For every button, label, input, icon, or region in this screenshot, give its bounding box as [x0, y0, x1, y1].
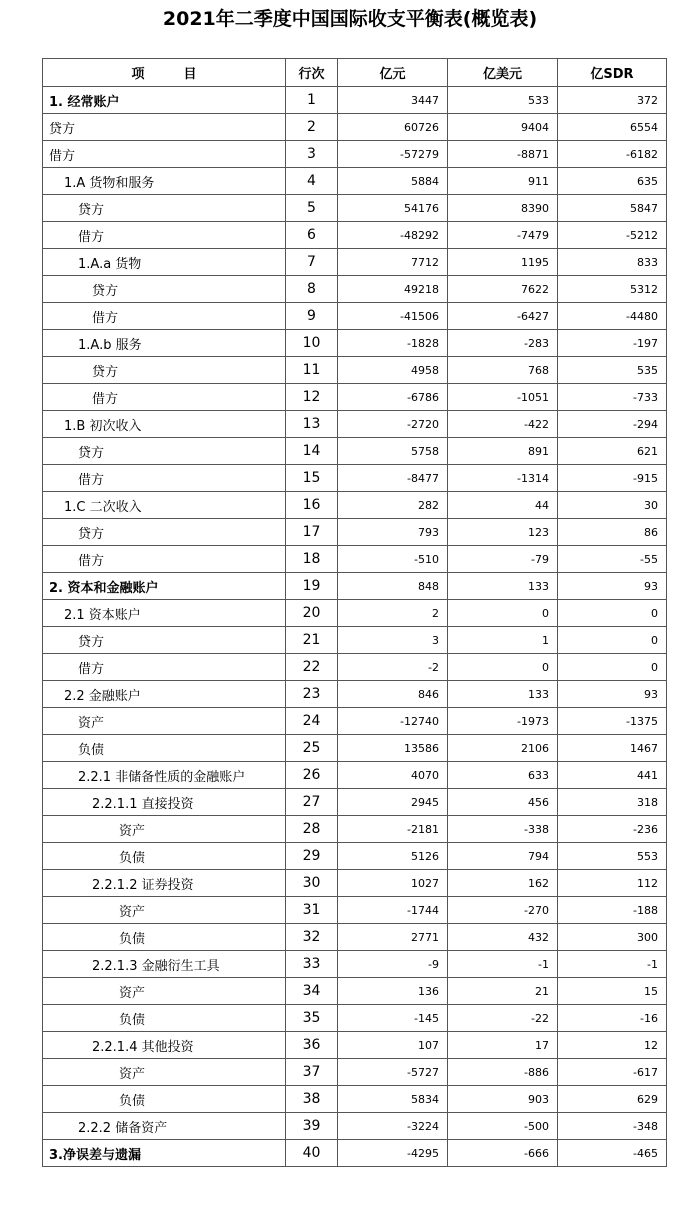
row-label: 2.2 金融账户 [43, 681, 286, 708]
row-label: 借方 [43, 384, 286, 411]
value-sdr: 30 [558, 492, 667, 519]
row-number: 22 [286, 654, 338, 681]
value-sdr: 535 [558, 357, 667, 384]
row-number: 13 [286, 411, 338, 438]
value-sdr: 318 [558, 789, 667, 816]
row-number: 23 [286, 681, 338, 708]
row-number: 34 [286, 978, 338, 1005]
row-label: 贷方 [43, 438, 286, 465]
table-row [43, 762, 667, 789]
value-usd: 533 [448, 87, 558, 114]
row-label: 贷方 [43, 627, 286, 654]
table-row [43, 816, 667, 843]
table-row [43, 168, 667, 195]
row-number: 21 [286, 627, 338, 654]
row-label: 2.2.1.3 金融衍生工具 [43, 951, 286, 978]
table-row [43, 546, 667, 573]
row-label: 借方 [43, 465, 286, 492]
value-sdr: -197 [558, 330, 667, 357]
table-row [43, 1113, 667, 1140]
row-number: 37 [286, 1059, 338, 1086]
value-usd: 17 [448, 1032, 558, 1059]
row-number: 40 [286, 1140, 338, 1167]
table-row [43, 600, 667, 627]
value-usd: -7479 [448, 222, 558, 249]
value-cny: -12740 [338, 708, 448, 735]
table-row [43, 735, 667, 762]
value-usd: -1973 [448, 708, 558, 735]
row-label: 1.A.b 服务 [43, 330, 286, 357]
value-cny: 846 [338, 681, 448, 708]
value-usd: -270 [448, 897, 558, 924]
value-sdr: 635 [558, 168, 667, 195]
value-usd: 2106 [448, 735, 558, 762]
row-number: 12 [286, 384, 338, 411]
value-usd: 162 [448, 870, 558, 897]
row-number: 32 [286, 924, 338, 951]
header-item: 项 目 [43, 59, 286, 87]
value-cny: -3224 [338, 1113, 448, 1140]
value-sdr: 86 [558, 519, 667, 546]
value-usd: -886 [448, 1059, 558, 1086]
value-sdr: -1 [558, 951, 667, 978]
value-cny: -57279 [338, 141, 448, 168]
table-row [43, 1005, 667, 1032]
table-row [43, 924, 667, 951]
table-row [43, 330, 667, 357]
value-cny: 2945 [338, 789, 448, 816]
value-sdr: 1467 [558, 735, 667, 762]
value-usd: 794 [448, 843, 558, 870]
value-usd: -8871 [448, 141, 558, 168]
row-number: 5 [286, 195, 338, 222]
value-cny: 793 [338, 519, 448, 546]
row-number: 4 [286, 168, 338, 195]
value-sdr: 300 [558, 924, 667, 951]
value-usd: 0 [448, 600, 558, 627]
row-number: 20 [286, 600, 338, 627]
value-sdr: -733 [558, 384, 667, 411]
value-cny: -510 [338, 546, 448, 573]
value-cny: -2 [338, 654, 448, 681]
value-cny: -145 [338, 1005, 448, 1032]
value-sdr: 6554 [558, 114, 667, 141]
value-sdr: 833 [558, 249, 667, 276]
value-sdr: 93 [558, 681, 667, 708]
value-cny: 7712 [338, 249, 448, 276]
row-number: 10 [286, 330, 338, 357]
row-label: 贷方 [43, 114, 286, 141]
value-sdr: 15 [558, 978, 667, 1005]
row-label: 1.A 货物和服务 [43, 168, 286, 195]
value-sdr: 553 [558, 843, 667, 870]
row-number: 8 [286, 276, 338, 303]
table-row [43, 951, 667, 978]
balance-of-payments-table [42, 58, 667, 1167]
row-label: 2.2.1.4 其他投资 [43, 1032, 286, 1059]
value-cny: 1027 [338, 870, 448, 897]
row-label: 贷方 [43, 276, 286, 303]
row-number: 39 [286, 1113, 338, 1140]
row-number: 7 [286, 249, 338, 276]
value-usd: -1051 [448, 384, 558, 411]
value-cny: 136 [338, 978, 448, 1005]
value-usd: -22 [448, 1005, 558, 1032]
value-sdr: -6182 [558, 141, 667, 168]
value-cny: -48292 [338, 222, 448, 249]
value-cny: -1744 [338, 897, 448, 924]
value-cny: 3447 [338, 87, 448, 114]
value-cny: 60726 [338, 114, 448, 141]
value-sdr: -294 [558, 411, 667, 438]
value-usd: 891 [448, 438, 558, 465]
value-usd: 133 [448, 573, 558, 600]
value-cny: 2 [338, 600, 448, 627]
value-cny: 4958 [338, 357, 448, 384]
row-number: 3 [286, 141, 338, 168]
value-sdr: 629 [558, 1086, 667, 1113]
value-sdr: -348 [558, 1113, 667, 1140]
row-label: 负债 [43, 924, 286, 951]
value-usd: 768 [448, 357, 558, 384]
row-number: 30 [286, 870, 338, 897]
value-usd: -283 [448, 330, 558, 357]
table-row [43, 384, 667, 411]
value-sdr: 0 [558, 600, 667, 627]
row-label: 1.C 二次收入 [43, 492, 286, 519]
table-row [43, 141, 667, 168]
value-sdr: -188 [558, 897, 667, 924]
row-number: 9 [286, 303, 338, 330]
value-sdr: -617 [558, 1059, 667, 1086]
value-cny: -8477 [338, 465, 448, 492]
row-label: 资产 [43, 897, 286, 924]
value-cny: 5884 [338, 168, 448, 195]
value-cny: 5758 [338, 438, 448, 465]
value-cny: 4070 [338, 762, 448, 789]
value-usd: 9404 [448, 114, 558, 141]
value-sdr: 12 [558, 1032, 667, 1059]
row-number: 31 [286, 897, 338, 924]
row-number: 36 [286, 1032, 338, 1059]
value-cny: 2771 [338, 924, 448, 951]
value-cny: -5727 [338, 1059, 448, 1086]
value-cny: -9 [338, 951, 448, 978]
row-label: 资产 [43, 816, 286, 843]
value-sdr: -465 [558, 1140, 667, 1167]
value-usd: -500 [448, 1113, 558, 1140]
row-number: 26 [286, 762, 338, 789]
value-sdr: -4480 [558, 303, 667, 330]
value-sdr: 0 [558, 654, 667, 681]
row-number: 16 [286, 492, 338, 519]
row-number: 6 [286, 222, 338, 249]
row-label: 贷方 [43, 519, 286, 546]
table-row [43, 573, 667, 600]
table-row [43, 1140, 667, 1167]
table-row [43, 438, 667, 465]
value-cny: -4295 [338, 1140, 448, 1167]
row-label: 资产 [43, 978, 286, 1005]
value-cny: -2720 [338, 411, 448, 438]
table-row [43, 978, 667, 1005]
page-title: 2021年二季度中国国际收支平衡表(概览表) [162, 8, 538, 30]
value-sdr: -5212 [558, 222, 667, 249]
header-cny: 亿元 [338, 59, 448, 87]
row-label: 借方 [43, 654, 286, 681]
value-cny: 49218 [338, 276, 448, 303]
table-row [43, 1059, 667, 1086]
value-usd: 633 [448, 762, 558, 789]
value-cny: 54176 [338, 195, 448, 222]
table-row [43, 411, 667, 438]
row-number: 11 [286, 357, 338, 384]
value-cny: 13586 [338, 735, 448, 762]
value-usd: -422 [448, 411, 558, 438]
value-cny: 5126 [338, 843, 448, 870]
table-row [43, 1032, 667, 1059]
table-row [43, 114, 667, 141]
row-number: 15 [286, 465, 338, 492]
row-number: 38 [286, 1086, 338, 1113]
header-usd: 亿美元 [448, 59, 558, 87]
row-label: 1.A.a 货物 [43, 249, 286, 276]
value-usd: 133 [448, 681, 558, 708]
value-usd: -1314 [448, 465, 558, 492]
table-row [43, 222, 667, 249]
value-usd: 911 [448, 168, 558, 195]
row-number: 35 [286, 1005, 338, 1032]
table-row [43, 681, 667, 708]
value-usd: 8390 [448, 195, 558, 222]
value-usd: -79 [448, 546, 558, 573]
row-number: 14 [286, 438, 338, 465]
value-sdr: 621 [558, 438, 667, 465]
value-cny: 5834 [338, 1086, 448, 1113]
table-row [43, 492, 667, 519]
table-row [43, 654, 667, 681]
row-label: 资产 [43, 708, 286, 735]
row-label: 3.净误差与遗漏 [43, 1140, 286, 1167]
table-row [43, 249, 667, 276]
row-label: 1. 经常账户 [43, 87, 286, 114]
value-cny: 282 [338, 492, 448, 519]
row-label: 资产 [43, 1059, 286, 1086]
row-label: 2.2.1.2 证券投资 [43, 870, 286, 897]
row-label: 借方 [43, 222, 286, 249]
value-cny: 848 [338, 573, 448, 600]
row-number: 27 [286, 789, 338, 816]
value-usd: -666 [448, 1140, 558, 1167]
row-label: 借方 [43, 141, 286, 168]
table-row [43, 789, 667, 816]
table-row [43, 357, 667, 384]
value-usd: 44 [448, 492, 558, 519]
table-row [43, 627, 667, 654]
row-label: 1.B 初次收入 [43, 411, 286, 438]
value-usd: 0 [448, 654, 558, 681]
value-sdr: 93 [558, 573, 667, 600]
value-sdr: -915 [558, 465, 667, 492]
table-row [43, 870, 667, 897]
row-label: 2.1 资本账户 [43, 600, 286, 627]
value-sdr: -236 [558, 816, 667, 843]
row-label: 贷方 [43, 195, 286, 222]
value-sdr: -1375 [558, 708, 667, 735]
value-usd: 7622 [448, 276, 558, 303]
table-row [43, 843, 667, 870]
table-row [43, 195, 667, 222]
value-cny: -6786 [338, 384, 448, 411]
value-usd: -338 [448, 816, 558, 843]
table-row [43, 1086, 667, 1113]
row-label: 贷方 [43, 357, 286, 384]
row-number: 19 [286, 573, 338, 600]
row-number: 28 [286, 816, 338, 843]
table-row [43, 87, 667, 114]
value-usd: 123 [448, 519, 558, 546]
table-header-row [43, 59, 667, 87]
row-number: 17 [286, 519, 338, 546]
value-usd: 21 [448, 978, 558, 1005]
value-sdr: 112 [558, 870, 667, 897]
value-usd: -1 [448, 951, 558, 978]
row-label: 2.2.1 非储备性质的金融账户 [43, 762, 286, 789]
header-sdr: 亿SDR [558, 59, 667, 87]
row-number: 33 [286, 951, 338, 978]
table-row [43, 276, 667, 303]
row-label: 2. 资本和金融账户 [43, 573, 286, 600]
value-sdr: 372 [558, 87, 667, 114]
value-sdr: 5847 [558, 195, 667, 222]
table-row [43, 897, 667, 924]
row-label: 负债 [43, 843, 286, 870]
value-usd: 1 [448, 627, 558, 654]
value-cny: 107 [338, 1032, 448, 1059]
table-row [43, 465, 667, 492]
value-usd: 903 [448, 1086, 558, 1113]
row-number: 29 [286, 843, 338, 870]
value-cny: -41506 [338, 303, 448, 330]
value-usd: -6427 [448, 303, 558, 330]
row-label: 负债 [43, 1005, 286, 1032]
value-usd: 1195 [448, 249, 558, 276]
table-row [43, 708, 667, 735]
row-label: 2.2.1.1 直接投资 [43, 789, 286, 816]
row-label: 负债 [43, 735, 286, 762]
row-number: 18 [286, 546, 338, 573]
value-cny: -2181 [338, 816, 448, 843]
row-label: 借方 [43, 546, 286, 573]
row-number: 25 [286, 735, 338, 762]
value-usd: 432 [448, 924, 558, 951]
value-usd: 456 [448, 789, 558, 816]
row-label: 负债 [43, 1086, 286, 1113]
row-label: 2.2.2 储备资产 [43, 1113, 286, 1140]
value-sdr: 5312 [558, 276, 667, 303]
value-sdr: -55 [558, 546, 667, 573]
value-cny: -1828 [338, 330, 448, 357]
header-row-number: 行次 [286, 59, 338, 87]
row-number: 24 [286, 708, 338, 735]
value-sdr: 441 [558, 762, 667, 789]
value-cny: 3 [338, 627, 448, 654]
row-number: 1 [286, 87, 338, 114]
table-row [43, 519, 667, 546]
table-row [43, 303, 667, 330]
value-sdr: 0 [558, 627, 667, 654]
row-number: 2 [286, 114, 338, 141]
value-sdr: -16 [558, 1005, 667, 1032]
row-label: 借方 [43, 303, 286, 330]
